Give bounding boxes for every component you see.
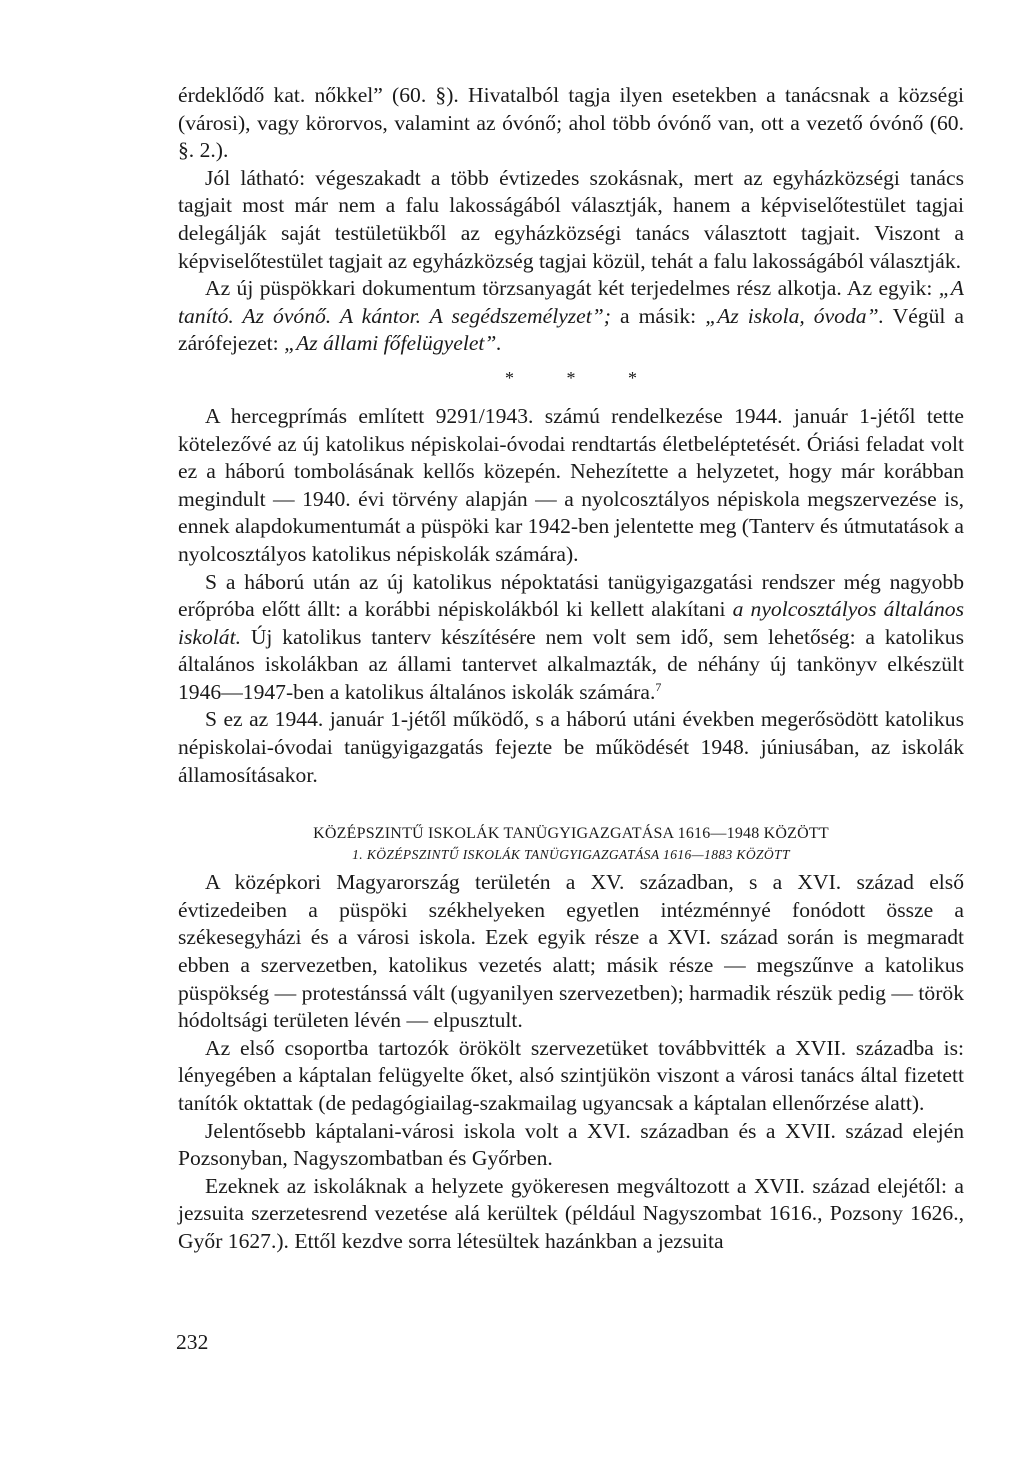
paragraph-3-text-e: Végül a zárófejezet: xyxy=(178,303,964,356)
paragraph-5 xyxy=(178,569,964,707)
paragraph-9: Jelentősebb káptalani-városi iskola volt a XVI. században és a XVII. század elején Pozsonyban, Nagyszombatban és Győrben. xyxy=(178,1118,964,1171)
paragraph-5-text-c: Új katolikus tanterv készítésére nem volt sem idő, sem lehetőség: a katolikus általános iskolákban az állami tantervet alkalmazták, de néhány új tankönyv elkészült 1946—1947-ben a katolikus általános iskolák számára. xyxy=(178,624,964,704)
paragraph-4: A hercegprímás említett 9291/1943. számú rendelkezése 1944. január 1-jétől tette kötelezővé az új katolikus népiskolai-óvodai rendtartás életbeléptetését. Óriási feladat volt ez a háború tombolásának kellős közepén. Nehezítette a helyzetet, hogy már korábban megindult — 1940. évi törvény alapján — a nyolcosztályos népiskola megszervezése is, ennek alapdokumentumát a püspöki kar 1942-ben jelentette meg (Tanterv és útmutatások a nyolcosztályos katolikus népiskolák számára). xyxy=(178,403,964,566)
paragraph-5-text-a: S a háború után az új katolikus népoktatási tanügyigazgatási rendszer még nagyobb erőpróba előtt állt: a korábbi népiskolákból ki kellett alakítani xyxy=(178,569,964,622)
footnote-marker: 7 xyxy=(655,679,662,694)
paragraph-3-text-a: Az új püspökkari dokumentum törzsanyagát két terjedelmes rész alkotja. Az egyik: xyxy=(205,276,939,301)
paragraph-3 xyxy=(178,275,964,358)
paragraph-10: Ezeknek az iskoláknak a helyzete gyökeresen megváltozott a XVII. század elejétől: a jezsuita szerzetesrend vezetése alá kerültek (például Nagyszombat 1616., Pozsony 1626., Győr 1627.). Ettől kezdve sorra létesültek hazánkban a jezsuita xyxy=(178,1173,964,1253)
paragraph-6: S ez az 1944. január 1-jétől működő, s a háború utáni években megerősödött katolikus népiskolai-óvodai tanügyigazgatás fejezte be működését 1948. júniusában, az iskolák államosításakor. xyxy=(178,707,964,787)
paragraph-3-text-c: a másik: xyxy=(610,303,706,328)
chapter-title: KÖZÉPSZINTŰ ISKOLÁK TANÜGYIGAZGATÁSA 1616—1948 KÖZÖTT xyxy=(313,825,829,843)
page-number: 232 xyxy=(176,1330,209,1354)
page-body xyxy=(178,82,964,1256)
section-title: 1. KÖZÉPSZINTŰ ISKOLÁK TANÜGYIGAZGATÁSA 1616—1883 KÖZÖTT xyxy=(352,847,790,863)
section-separator: * * * xyxy=(505,367,661,388)
paragraph-5-italic-b: a nyolcosztályos általános iskolát. xyxy=(178,597,964,649)
paragraph-3-italic-f: „Az állami főfelügyelet”. xyxy=(284,331,502,356)
paragraph-2: Jól látható: végeszakadt a több évtizedes szokásnak, mert az egyházközségi tanács tagjait most már nem a falu lakosságából választják, hanem a képviselőtestület tagjai delegálják saját testületükből az egyházközségi tanács választott tagjait. Viszont a képviselőtestület tagjait az egyházközség tagjai közül, tehát a falu lakosságából választják. xyxy=(178,165,964,273)
paragraph-7: A középkori Magyarország területén a XV. században, s a XVI. század első évtizedeiben a püspöki székhelyeken egyetlen intézménnyé fonódott össze a székesegyházi és a városi iskola. Ezek egyik része a XVI. század során is megmaradt ebben a szervezetben, katolikus vezetés alatt; másik része — megszűnve a katolikus püspökség — protestánssá vált (ugyanilyen szervezetben); harmadik részük pedig — török hódoltsági területen lévén — elpusztult. xyxy=(178,870,964,1033)
paragraph-1: érdeklődő kat. nőkkel” (60. §). Hivatalból tagja ilyen esetekben a tanácsnak a községi (városi), vagy körorvos, valamint az óvónő; ahol több óvónő van, ott a vezető óvónő (60. §. 2.). xyxy=(178,83,964,163)
paragraph-8: Az első csoportba tartozók örökölt szervezetüket továbbvitték a XVII. századba is: lényegében a káptalan felügyelte őket, alsó szintjükön viszont a városi tanács által fizetett tanítók oktattak (de pedagógiailag-szakmailag ugyancsak a káptalan ellenőrzése alatt). xyxy=(178,1035,964,1115)
paragraph-3-italic-b: „A tanító. Az óvónő. A kántor. A segédszemélyzet”; xyxy=(178,276,964,328)
paragraph-3-italic-d: „Az iskola, óvoda”. xyxy=(705,303,884,328)
